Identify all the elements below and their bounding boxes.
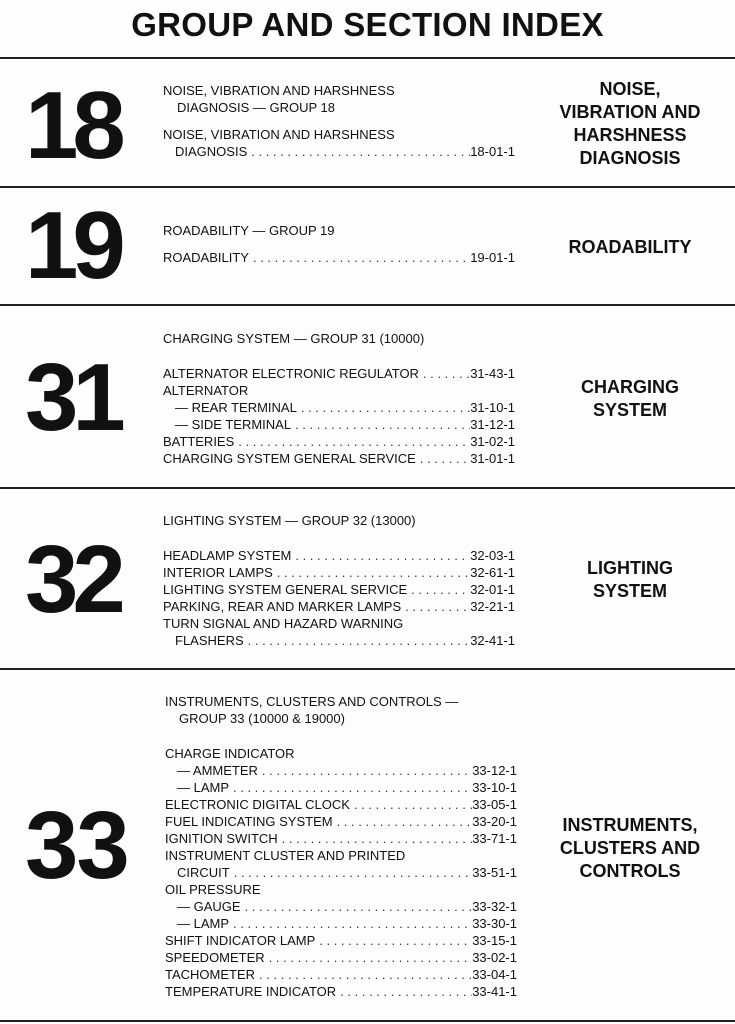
index-entry[interactable]: CHARGE INDICATOR — [165, 746, 295, 761]
group-title: ROADABILITY — GROUP 19 — [163, 223, 335, 238]
index-entry[interactable]: SHIFT INDICATOR LAMP . . . 33-15-1 — [165, 932, 517, 949]
index-entry[interactable]: ROADABILITY . . . 19-01-1 — [163, 249, 515, 266]
index-entry[interactable]: HEADLAMP SYSTEM . . . 32-03-1 — [163, 547, 515, 564]
divider — [0, 304, 735, 306]
index-entry[interactable]: — GAUGE . . . 33-32-1 — [165, 898, 517, 915]
index-entry[interactable]: OIL PRESSURE — [165, 882, 261, 897]
index-entry[interactable]: TEMPERATURE INDICATOR . . . 33-41-1 — [165, 983, 517, 1000]
section-heading: LIGHTING SYSTEM — [587, 558, 673, 601]
group-title: NOISE, VIBRATION AND HARSHNESS DIAGNOSIS — GROUP 18 — [163, 83, 395, 115]
section-heading: ROADABILITY — [568, 237, 692, 257]
divider — [0, 1020, 735, 1022]
section-number: 19 — [25, 192, 120, 299]
section-entries — [165, 693, 517, 1000]
section-heading: INSTRUMENTS, CLUSTERS AND CONTROLS — [559, 815, 701, 881]
divider — [0, 487, 735, 489]
index-entry[interactable]: TACHOMETER . . . 33-04-1 — [165, 966, 517, 983]
index-entry[interactable]: NOISE, VIBRATION AND HARSHNESS — [163, 127, 395, 142]
section-entries — [163, 222, 515, 266]
section-entries — [163, 330, 515, 467]
section-number: 18 — [25, 72, 120, 179]
divider — [0, 57, 735, 59]
section-entries — [163, 512, 515, 649]
section-number: 31 — [25, 344, 120, 451]
section-entries — [163, 82, 515, 160]
section-number: 33 — [25, 792, 128, 899]
section-heading: NOISE, VIBRATION AND HARSHNESS DIAGNOSIS — [559, 79, 701, 168]
index-entry[interactable]: INSTRUMENT CLUSTER AND PRINTED — [165, 848, 406, 863]
divider — [0, 186, 735, 188]
group-title: INSTRUMENTS, CLUSTERS AND CONTROLS — GROUP 33 (10000 & 19000) — [165, 694, 459, 726]
group-title: LIGHTING SYSTEM — GROUP 32 (13000) — [163, 513, 416, 528]
index-entry[interactable]: INTERIOR LAMPS . . . 32-61-1 — [163, 564, 515, 581]
section-heading: CHARGING SYSTEM — [581, 377, 679, 420]
index-entry[interactable]: IGNITION SWITCH . . . 33-71-1 — [165, 830, 517, 847]
divider — [0, 668, 735, 670]
index-entry[interactable]: SPEEDOMETER . . . 33-02-1 — [165, 949, 517, 966]
index-entry[interactable]: — SIDE TERMINAL . . . 31-12-1 — [163, 416, 515, 433]
index-entry[interactable]: — AMMETER . . . 33-12-1 — [165, 762, 517, 779]
index-entry[interactable]: LIGHTING SYSTEM GENERAL SERVICE . . . 32-01-1 — [163, 581, 515, 598]
index-entry[interactable]: FUEL INDICATING SYSTEM . . . 33-20-1 — [165, 813, 517, 830]
index-entry[interactable]: ALTERNATOR — [163, 383, 249, 398]
index-entry[interactable]: ELECTRONIC DIGITAL CLOCK . . . 33-05-1 — [165, 796, 517, 813]
group-title: CHARGING SYSTEM — GROUP 31 (10000) — [163, 331, 425, 346]
index-entry[interactable]: CHARGING SYSTEM GENERAL SERVICE . . . 31-01-1 — [163, 450, 515, 467]
index-entry[interactable]: CIRCUIT . . . 33-51-1 — [165, 864, 517, 881]
index-entry[interactable]: TURN SIGNAL AND HAZARD WARNING — [163, 616, 404, 631]
index-entry[interactable]: ALTERNATOR ELECTRONIC REGULATOR . . . 31-43-1 — [163, 365, 515, 382]
page-title: GROUP AND SECTION INDEX — [131, 6, 604, 43]
index-entry[interactable]: DIAGNOSIS . . . 18-01-1 — [163, 143, 515, 160]
index-entry[interactable]: — REAR TERMINAL . . . 31-10-1 — [163, 399, 515, 416]
index-entry[interactable]: BATTERIES . . . 31-02-1 — [163, 433, 515, 450]
index-entry[interactable]: PARKING, REAR AND MARKER LAMPS . . . 32-21-1 — [163, 598, 515, 615]
index-entry[interactable]: — LAMP . . . 33-30-1 — [165, 915, 517, 932]
index-entry[interactable]: FLASHERS . . . 32-41-1 — [163, 632, 515, 649]
section-number: 32 — [25, 526, 120, 633]
index-entry[interactable]: — LAMP . . . 33-10-1 — [165, 779, 517, 796]
